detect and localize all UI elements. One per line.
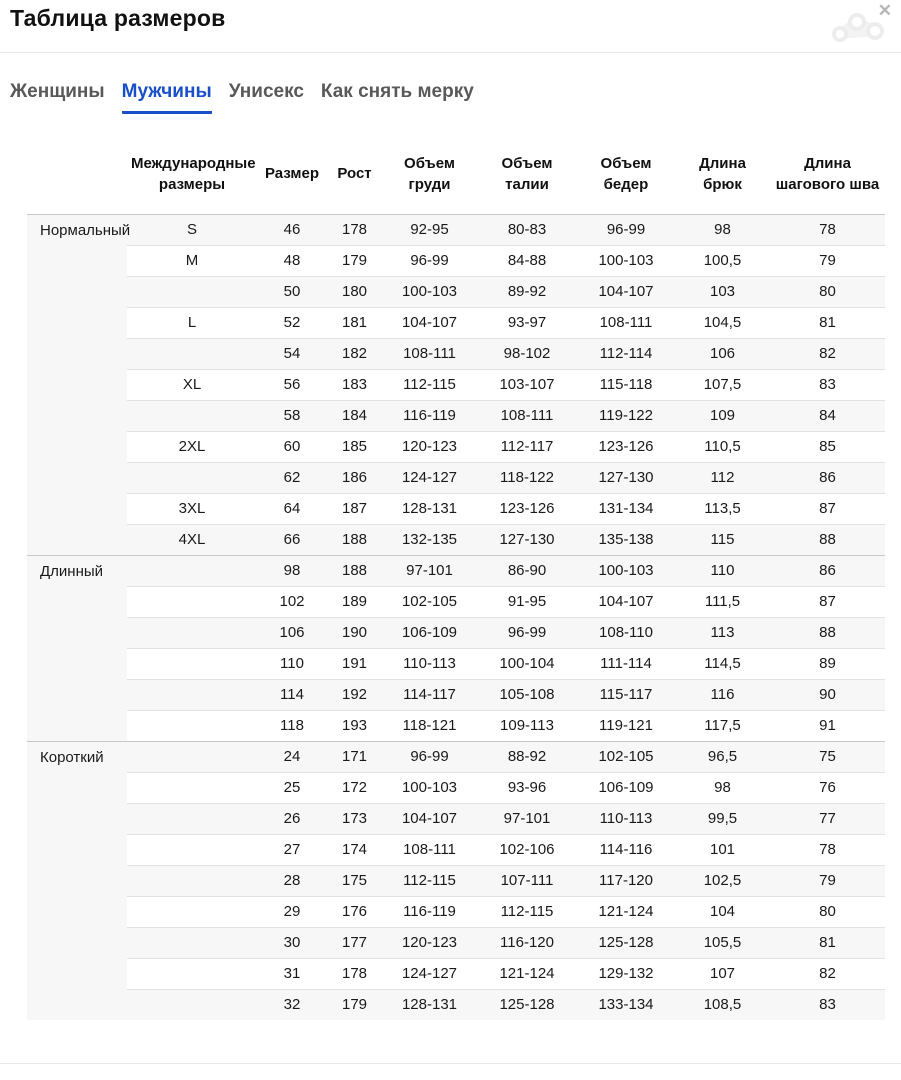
cell-value: 121-124 — [577, 896, 675, 927]
col-header-trouser-length: Длина брюк — [699, 154, 746, 193]
table-row — [27, 989, 885, 1020]
cell-value: 50 — [257, 276, 327, 307]
cell-value: 87 — [770, 493, 885, 524]
cell-value: 112-115 — [382, 865, 477, 896]
cell-value: 91 — [770, 710, 885, 741]
cell-value: 102 — [257, 586, 327, 617]
cell-value: 180 — [327, 276, 382, 307]
cell-value: 188 — [327, 555, 382, 586]
cell-value: 32 — [257, 989, 327, 1020]
cell-value: 97-101 — [477, 803, 577, 834]
cell-value: 26 — [257, 803, 327, 834]
cell-value: 104 — [675, 896, 770, 927]
cell-value: 176 — [327, 896, 382, 927]
size-table-body — [27, 214, 885, 1020]
cell-value: 192 — [327, 679, 382, 710]
cell-value: 77 — [770, 803, 885, 834]
cell-value: 127-130 — [477, 524, 577, 555]
cell-value: 112-114 — [577, 338, 675, 369]
cell-value: 52 — [257, 307, 327, 338]
cell-value: 96-99 — [382, 741, 477, 772]
cell-intl-size: 2XL — [127, 431, 257, 462]
col-header-height: Рост — [337, 165, 372, 183]
cell-value: 193 — [327, 710, 382, 741]
cell-value: 108-111 — [382, 834, 477, 865]
table-row — [27, 462, 885, 493]
cell-value: 60 — [257, 431, 327, 462]
cell-value: 56 — [257, 369, 327, 400]
cell-value: 110-113 — [577, 803, 675, 834]
cell-value: 127-130 — [577, 462, 675, 493]
cell-value: 121-124 — [477, 958, 577, 989]
cell-value: 185 — [327, 431, 382, 462]
cell-value: 113 — [675, 617, 770, 648]
cell-intl-size — [127, 400, 257, 431]
cell-value: 102-106 — [477, 834, 577, 865]
cell-value: 123-126 — [577, 431, 675, 462]
cell-value: 108,5 — [675, 989, 770, 1020]
col-header-intl-sizes: Международные размеры — [131, 154, 256, 193]
cell-value: 114,5 — [675, 648, 770, 679]
cell-value: 178 — [327, 958, 382, 989]
cell-value: 116-119 — [382, 400, 477, 431]
cell-value: 106 — [257, 617, 327, 648]
cell-value: 104,5 — [675, 307, 770, 338]
cell-intl-size — [127, 648, 257, 679]
cell-value: 118 — [257, 710, 327, 741]
cell-value: 102,5 — [675, 865, 770, 896]
cell-value: 83 — [770, 989, 885, 1020]
cell-value: 108-111 — [477, 400, 577, 431]
cell-value: 100-103 — [382, 772, 477, 803]
cell-intl-size: 4XL — [127, 524, 257, 555]
cell-value: 103 — [675, 276, 770, 307]
cell-value: 177 — [327, 927, 382, 958]
table-row — [27, 834, 885, 865]
cell-value: 123-126 — [477, 493, 577, 524]
cell-value: 113,5 — [675, 493, 770, 524]
cell-value: 128-131 — [382, 989, 477, 1020]
table-row — [27, 803, 885, 834]
cell-value: 105-108 — [477, 679, 577, 710]
cell-value: 132-135 — [382, 524, 477, 555]
size-table-container — [27, 134, 885, 1020]
cell-value: 116-119 — [382, 896, 477, 927]
cell-value: 25 — [257, 772, 327, 803]
table-row — [27, 493, 885, 524]
cell-value: 129-132 — [577, 958, 675, 989]
cell-value: 103-107 — [477, 369, 577, 400]
cell-value: 98-102 — [477, 338, 577, 369]
table-row — [27, 555, 885, 586]
table-row — [27, 245, 885, 276]
table-row — [27, 772, 885, 803]
cell-value: 173 — [327, 803, 382, 834]
cell-value: 104-107 — [382, 803, 477, 834]
cell-intl-size — [127, 772, 257, 803]
cell-value: 102-105 — [577, 741, 675, 772]
cell-value: 97-101 — [382, 555, 477, 586]
cell-intl-size: 3XL — [127, 493, 257, 524]
cell-value: 84-88 — [477, 245, 577, 276]
row-group-label: Длинный — [27, 555, 127, 741]
table-header — [27, 134, 885, 214]
cell-intl-size — [127, 927, 257, 958]
cell-value: 104-107 — [577, 276, 675, 307]
size-table — [27, 134, 885, 1020]
cell-value: 100-104 — [477, 648, 577, 679]
cell-value: 96-99 — [477, 617, 577, 648]
close-icon[interactable]: ✕ — [874, 0, 896, 22]
cell-value: 107-111 — [477, 865, 577, 896]
table-row — [27, 338, 885, 369]
cell-value: 88 — [770, 524, 885, 555]
cell-value: 92-95 — [382, 214, 477, 245]
bottom-divider — [0, 1063, 901, 1064]
cell-value: 115-117 — [577, 679, 675, 710]
modal-header — [0, 0, 901, 53]
cell-value: 81 — [770, 307, 885, 338]
tab-men[interactable]: Мужчины — [122, 81, 212, 114]
cell-value: 48 — [257, 245, 327, 276]
cell-value: 190 — [327, 617, 382, 648]
cell-value: 98 — [257, 555, 327, 586]
cell-value: 179 — [327, 989, 382, 1020]
cell-value: 93-97 — [477, 307, 577, 338]
cell-value: 66 — [257, 524, 327, 555]
cell-intl-size: XL — [127, 369, 257, 400]
cell-value: 109 — [675, 400, 770, 431]
cell-value: 29 — [257, 896, 327, 927]
cell-value: 181 — [327, 307, 382, 338]
cell-value: 100,5 — [675, 245, 770, 276]
cell-value: 98 — [675, 214, 770, 245]
cell-value: 80-83 — [477, 214, 577, 245]
cell-intl-size: S — [127, 214, 257, 245]
cell-value: 75 — [770, 741, 885, 772]
cell-value: 88 — [770, 617, 885, 648]
cell-value: 78 — [770, 214, 885, 245]
cell-value: 99,5 — [675, 803, 770, 834]
cell-value: 24 — [257, 741, 327, 772]
cell-value: 86 — [770, 462, 885, 493]
cell-value: 111,5 — [675, 586, 770, 617]
cell-value: 91-95 — [477, 586, 577, 617]
cell-value: 86 — [770, 555, 885, 586]
cell-value: 114 — [257, 679, 327, 710]
cell-value: 120-123 — [382, 927, 477, 958]
cell-value: 116 — [675, 679, 770, 710]
cell-value: 81 — [770, 927, 885, 958]
table-row — [27, 865, 885, 896]
cell-intl-size — [127, 555, 257, 586]
cell-value: 119-122 — [577, 400, 675, 431]
cell-intl-size: L — [127, 307, 257, 338]
cell-intl-size — [127, 586, 257, 617]
cell-value: 106-109 — [577, 772, 675, 803]
cell-value: 111-114 — [577, 648, 675, 679]
cell-value: 80 — [770, 276, 885, 307]
cell-value: 28 — [257, 865, 327, 896]
cell-value: 89 — [770, 648, 885, 679]
cell-value: 125-128 — [577, 927, 675, 958]
cell-value: 133-134 — [577, 989, 675, 1020]
cell-value: 30 — [257, 927, 327, 958]
cell-value: 112-115 — [382, 369, 477, 400]
cell-intl-size — [127, 710, 257, 741]
cell-value: 108-111 — [382, 338, 477, 369]
cell-value: 184 — [327, 400, 382, 431]
cell-value: 88-92 — [477, 741, 577, 772]
table-row — [27, 927, 885, 958]
col-header-hips: Объем бедер — [600, 154, 652, 193]
cell-value: 85 — [770, 431, 885, 462]
tabs — [10, 81, 901, 114]
cell-value: 82 — [770, 338, 885, 369]
table-row — [27, 617, 885, 648]
cell-intl-size — [127, 276, 257, 307]
cell-value: 183 — [327, 369, 382, 400]
cell-value: 83 — [770, 369, 885, 400]
tab-women[interactable]: Женщины — [10, 81, 105, 102]
cell-value: 79 — [770, 245, 885, 276]
cell-value: 31 — [257, 958, 327, 989]
cell-value: 58 — [257, 400, 327, 431]
col-header-size: Размер — [264, 165, 320, 183]
cell-value: 100-103 — [382, 276, 477, 307]
cell-value: 105,5 — [675, 927, 770, 958]
row-group-label: Нормальный — [27, 214, 127, 555]
cell-value: 54 — [257, 338, 327, 369]
cell-value: 178 — [327, 214, 382, 245]
cell-intl-size — [127, 338, 257, 369]
cell-intl-size — [127, 989, 257, 1020]
cell-value: 27 — [257, 834, 327, 865]
cell-value: 108-111 — [577, 307, 675, 338]
cell-value: 106 — [675, 338, 770, 369]
cell-value: 174 — [327, 834, 382, 865]
cell-intl-size — [127, 958, 257, 989]
cell-value: 117-120 — [577, 865, 675, 896]
cell-value: 115 — [675, 524, 770, 555]
cell-value: 93-96 — [477, 772, 577, 803]
cell-value: 117,5 — [675, 710, 770, 741]
cell-value: 107 — [675, 958, 770, 989]
cell-value: 131-134 — [577, 493, 675, 524]
cell-value: 110,5 — [675, 431, 770, 462]
cell-value: 62 — [257, 462, 327, 493]
col-header-inseam-length: Длина шагового шва — [775, 154, 880, 193]
table-row — [27, 958, 885, 989]
cell-value: 104-107 — [382, 307, 477, 338]
cell-value: 191 — [327, 648, 382, 679]
cell-value: 124-127 — [382, 958, 477, 989]
cell-value: 104-107 — [577, 586, 675, 617]
cell-value: 96-99 — [577, 214, 675, 245]
cell-value: 125-128 — [477, 989, 577, 1020]
table-row — [27, 214, 885, 245]
cell-value: 80 — [770, 896, 885, 927]
cell-value: 109-113 — [477, 710, 577, 741]
page-title: Таблица размеров — [10, 5, 226, 31]
cell-value: 108-110 — [577, 617, 675, 648]
table-row — [27, 307, 885, 338]
cell-value: 79 — [770, 865, 885, 896]
cell-value: 120-123 — [382, 431, 477, 462]
cell-intl-size — [127, 741, 257, 772]
cell-value: 112-115 — [477, 896, 577, 927]
table-row — [27, 431, 885, 462]
cell-value: 115-118 — [577, 369, 675, 400]
cell-value: 118-122 — [477, 462, 577, 493]
cell-value: 100-103 — [577, 555, 675, 586]
cell-value: 182 — [327, 338, 382, 369]
cell-value: 90 — [770, 679, 885, 710]
table-row — [27, 710, 885, 741]
table-row — [27, 679, 885, 710]
table-row — [27, 586, 885, 617]
col-header-group — [27, 134, 127, 214]
table-row — [27, 741, 885, 772]
cell-value: 188 — [327, 524, 382, 555]
cell-value: 114-117 — [382, 679, 477, 710]
cell-value: 87 — [770, 586, 885, 617]
cell-value: 106-109 — [382, 617, 477, 648]
table-row — [27, 276, 885, 307]
cell-intl-size: M — [127, 245, 257, 276]
cell-intl-size — [127, 679, 257, 710]
cell-value: 96,5 — [675, 741, 770, 772]
cell-value: 78 — [770, 834, 885, 865]
cell-value: 128-131 — [382, 493, 477, 524]
cell-intl-size — [127, 865, 257, 896]
table-row — [27, 400, 885, 431]
tab-how-to-measure[interactable]: Как снять мерку — [320, 81, 474, 102]
cell-value: 114-116 — [577, 834, 675, 865]
cell-intl-size — [127, 834, 257, 865]
cell-value: 175 — [327, 865, 382, 896]
cell-value: 101 — [675, 834, 770, 865]
cell-value: 179 — [327, 245, 382, 276]
cell-value: 76 — [770, 772, 885, 803]
cell-value: 64 — [257, 493, 327, 524]
cell-value: 46 — [257, 214, 327, 245]
cell-value: 89-92 — [477, 276, 577, 307]
cell-value: 82 — [770, 958, 885, 989]
cell-value: 100-103 — [577, 245, 675, 276]
cell-value: 186 — [327, 462, 382, 493]
row-group-label: Короткий — [27, 741, 127, 1020]
cell-value: 112-117 — [477, 431, 577, 462]
cell-intl-size — [127, 617, 257, 648]
cell-value: 116-120 — [477, 927, 577, 958]
cell-value: 86-90 — [477, 555, 577, 586]
cell-value: 96-99 — [382, 245, 477, 276]
cell-value: 84 — [770, 400, 885, 431]
cell-value: 110 — [257, 648, 327, 679]
col-header-chest: Объем груди — [404, 154, 455, 193]
cell-value: 118-121 — [382, 710, 477, 741]
cell-value: 187 — [327, 493, 382, 524]
table-row — [27, 648, 885, 679]
cell-value: 119-121 — [577, 710, 675, 741]
cell-value: 102-105 — [382, 586, 477, 617]
cell-intl-size — [127, 896, 257, 927]
cell-value: 171 — [327, 741, 382, 772]
cell-intl-size — [127, 462, 257, 493]
cell-value: 172 — [327, 772, 382, 803]
col-header-waist: Объем талии — [501, 154, 553, 193]
cell-value: 98 — [675, 772, 770, 803]
cell-value: 124-127 — [382, 462, 477, 493]
table-row — [27, 896, 885, 927]
table-row — [27, 524, 885, 555]
cell-value: 107,5 — [675, 369, 770, 400]
cell-intl-size — [127, 803, 257, 834]
cell-value: 135-138 — [577, 524, 675, 555]
cell-value: 110-113 — [382, 648, 477, 679]
cell-value: 112 — [675, 462, 770, 493]
table-row — [27, 369, 885, 400]
cell-value: 110 — [675, 555, 770, 586]
tab-unisex[interactable]: Унисекс — [228, 81, 304, 102]
cell-value: 189 — [327, 586, 382, 617]
